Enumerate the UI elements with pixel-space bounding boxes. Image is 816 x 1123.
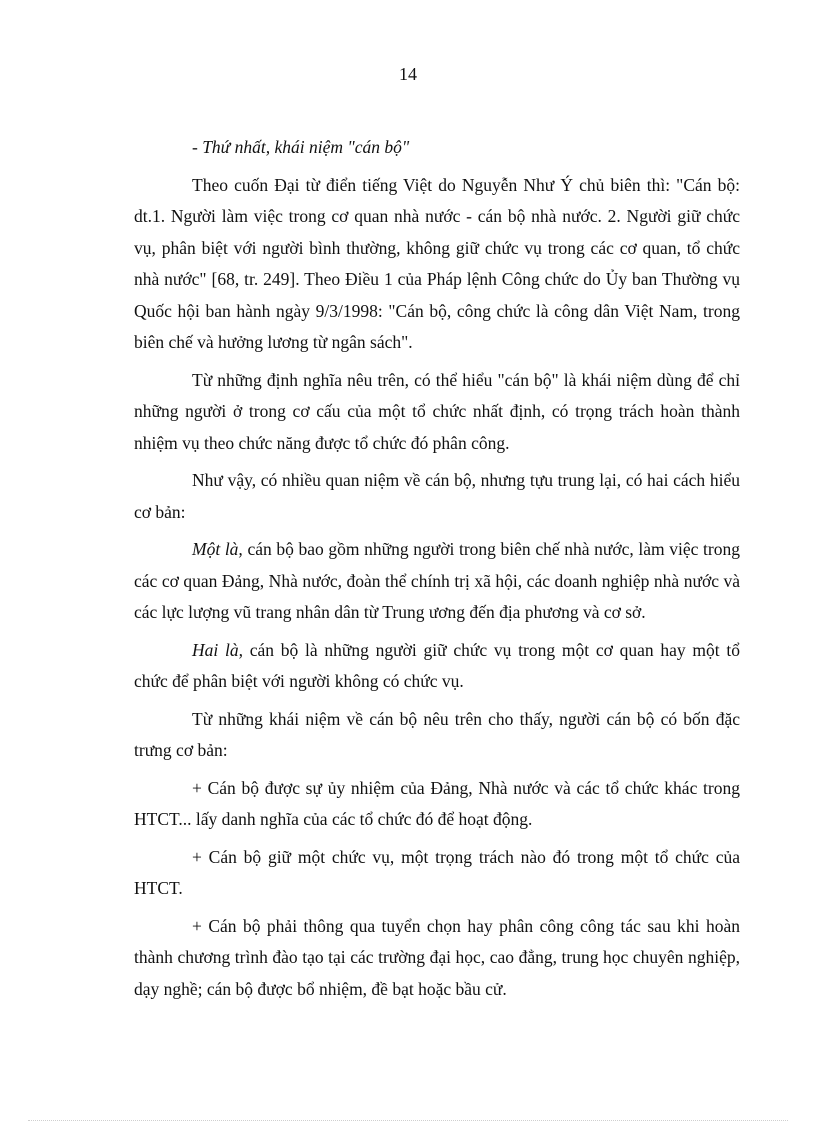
list-item-characteristic-3: + Cán bộ phải thông qua tuyển chọn hay phân công công tác sau khi hoàn thành chương trình đào tạo tại các trường đại học, cao đẳng, trung học chuyên nghiệp, dạy nghề; cán bộ được bổ nhiệm, đề bạt hoặc bầu cử. (134, 915, 740, 999)
paragraph-second-understanding (134, 635, 740, 698)
paragraph-characteristics-intro: Từ những khái niệm về cán bộ nêu trên cho thấy, người cán bộ có bốn đặc trưng cơ bản: (134, 708, 740, 760)
page-number: 14 (399, 64, 417, 84)
paragraph-concept-summary: Từ những định nghĩa nêu trên, có thể hiểu "cán bộ" là khái niệm dùng để chỉ những người ở trong cơ cấu của một tổ chức nhất định, có trọng trách hoàn thành nhiệm vụ theo chức năng được tổ chức đó phân công. (134, 369, 740, 453)
second-understanding-lead: Hai là, (192, 639, 243, 660)
page-bottom-divider (28, 1120, 788, 1121)
list-item-characteristic-2: + Cán bộ giữ một chức vụ, một trọng trách nào đó trong một tổ chức của HTCT. (134, 846, 740, 898)
paragraph-two-understandings: Như vậy, có nhiều quan niệm về cán bộ, nhưng tựu trung lại, có hai cách hiểu cơ bản: (134, 470, 740, 522)
list-item-characteristic-1: + Cán bộ được sự ủy nhiệm của Đảng, Nhà nước và các tổ chức khác trong HTCT... lấy danh nghĩa của các tổ chức đó để hoạt động. (134, 777, 740, 829)
second-understanding-text: cán bộ là những người giữ chức vụ trong một cơ quan hay một tổ chức để phân biệt với người không có chức vụ. (134, 639, 740, 691)
paragraph-dictionary-definition: Theo cuốn Đại từ điển tiếng Việt do Nguyễn Như Ý chủ biên thì: "Cán bộ: dt.1. Người làm việc trong cơ quan nhà nước - cán bộ nhà nước. 2. Người giữ chức vụ, phân biệt với người bình thường, không giữ chức vụ trong các cơ quan, tổ chức nhà nước" [68, tr. 249]. Theo Điều 1 của Pháp lệnh Công chức do Ủy ban Thường vụ Quốc hội ban hành ngày 9/3/1998: "Cán bộ, công chức là công dân Việt Nam, trong biên chế và hưởng lương từ ngân sách". (134, 174, 740, 352)
section-heading: - Thứ nhất, khái niệm "cán bộ" (192, 137, 410, 157)
first-understanding-text: cán bộ bao gồm những người trong biên chế nhà nước, làm việc trong các cơ quan Đảng, Nhà nước, đoàn thể chính trị xã hội, các doanh nghiệp nhà nước và các lực lượng vũ trang nhân dân từ Trung ương đến địa phương và cơ sở. (134, 539, 740, 622)
document-body (134, 132, 740, 1011)
first-understanding-lead: Một là, (192, 539, 243, 559)
paragraph-first-understanding (134, 534, 740, 629)
